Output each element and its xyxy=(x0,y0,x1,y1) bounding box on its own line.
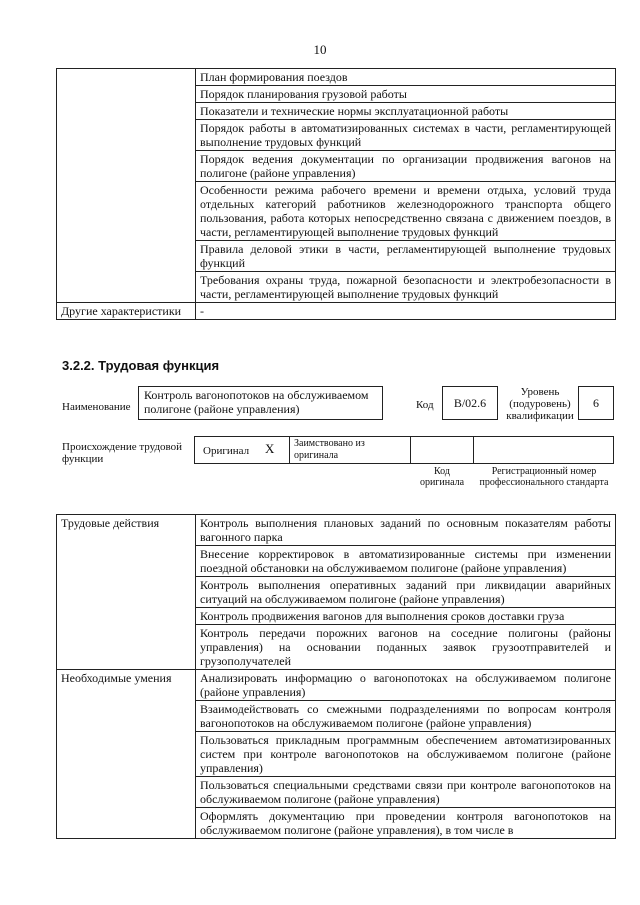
labor-actions-label: Трудовые действия xyxy=(57,515,196,670)
table-row xyxy=(57,670,616,701)
name-label: Наименование xyxy=(62,401,131,413)
other-characteristics-value: - xyxy=(196,303,616,320)
table-row xyxy=(57,69,616,86)
table-cell: Контроль выполнения плановых заданий по основным показателям работы вагонного парка xyxy=(196,515,616,546)
table-cell: Внесение корректировок в автоматизированные системы при изменении поездной обстановки на обслуживаемом полигоне (районе управления) xyxy=(196,546,616,577)
table-cell: Порядок планирования грузовой работы xyxy=(196,86,616,103)
table-cell: Показатели и технические нормы эксплуатационной работы xyxy=(196,103,616,120)
original-cell xyxy=(194,436,290,464)
row-label-empty xyxy=(57,69,196,303)
original-label: Оригинал xyxy=(203,445,250,457)
code-label: Код xyxy=(416,399,434,411)
table-cell: План формирования поездов xyxy=(196,69,616,86)
code-value: B/02.6 xyxy=(442,386,498,420)
code-caption: Код оригинала xyxy=(419,466,465,488)
knowledge-table xyxy=(56,68,616,320)
table-cell: Контроль выполнения оперативных заданий при ликвидации аварийных ситуаций на обслуживаемом полигоне (районе управления) xyxy=(196,577,616,608)
name-value: Контроль вагонопотоков на обслуживаемом полигоне (районе управления) xyxy=(138,386,383,420)
skills-label: Необходимые умения xyxy=(57,670,196,839)
table-cell: Оформлять документацию при проведении контроля вагонопотоков на обслуживаемом полигоне (районе управления), в том числе в xyxy=(196,808,616,839)
section-title: 3.2.2. Трудовая функция xyxy=(62,358,220,373)
table-cell: Анализировать информацию о вагонопотоках на обслуживаемом полигоне (районе управления) xyxy=(196,670,616,701)
borrowed-label: Заимствовано из оригинала xyxy=(289,436,411,464)
table-row xyxy=(57,303,616,320)
table-cell: Порядок работы в автоматизированных системах в части, регламентирующей выполнение трудовых функций xyxy=(196,120,616,151)
level-label: Уровень (подуровень) квалификации xyxy=(506,386,574,422)
table-cell: Порядок ведения документации по организации продвижения вагонов на полигоне (районе управления) xyxy=(196,151,616,182)
table-cell: Контроль продвижения вагонов для выполнения сроков доставки груза xyxy=(196,608,616,625)
table-cell: Требования охраны труда, пожарной безопасности и электробезопасности в части, регламентирующей выполнение трудовых функций xyxy=(196,272,616,303)
table-cell: Пользоваться прикладным программным обеспечением автоматизированных систем при контроле вагонопотоков на обслуживаемом полигоне (районе управления) xyxy=(196,732,616,777)
table-row xyxy=(57,515,616,546)
table-cell: Взаимодействовать со смежными подразделениями по вопросам контроля вагонопотоков на обслуживаемом полигоне (районе управления) xyxy=(196,701,616,732)
registration-number-cell xyxy=(473,436,614,464)
original-mark: X xyxy=(265,441,275,456)
origin-label: Происхождение трудовой функции xyxy=(62,441,183,465)
original-code-cell xyxy=(410,436,474,464)
table-cell: Особенности режима рабочего времени и времени отдыха, условий труда отдельных категорий работников железнодорожного транспорта общего пользования, работа которых непосредственно связана с движением поездов, в части, регламентирующей выполнение трудовых функций xyxy=(196,182,616,241)
registration-caption: Регистрационный номер профессионального стандарта xyxy=(479,466,609,488)
table-cell: Пользоваться специальными средствами связи при контроле вагонопотоков на обслуживаемом полигоне (районе управления) xyxy=(196,777,616,808)
labor-function-table xyxy=(56,514,616,839)
table-cell: Контроль передачи порожних вагонов на соседние полигоны (районы управления) на основании поданных заявок грузоотправителей и грузополучателей xyxy=(196,625,616,670)
other-characteristics-label: Другие характеристики xyxy=(57,303,196,320)
page-number: 10 xyxy=(313,42,327,57)
level-value: 6 xyxy=(578,386,614,420)
table-cell: Правила деловой этики в части, регламентирующей выполнение трудовых функций xyxy=(196,241,616,272)
